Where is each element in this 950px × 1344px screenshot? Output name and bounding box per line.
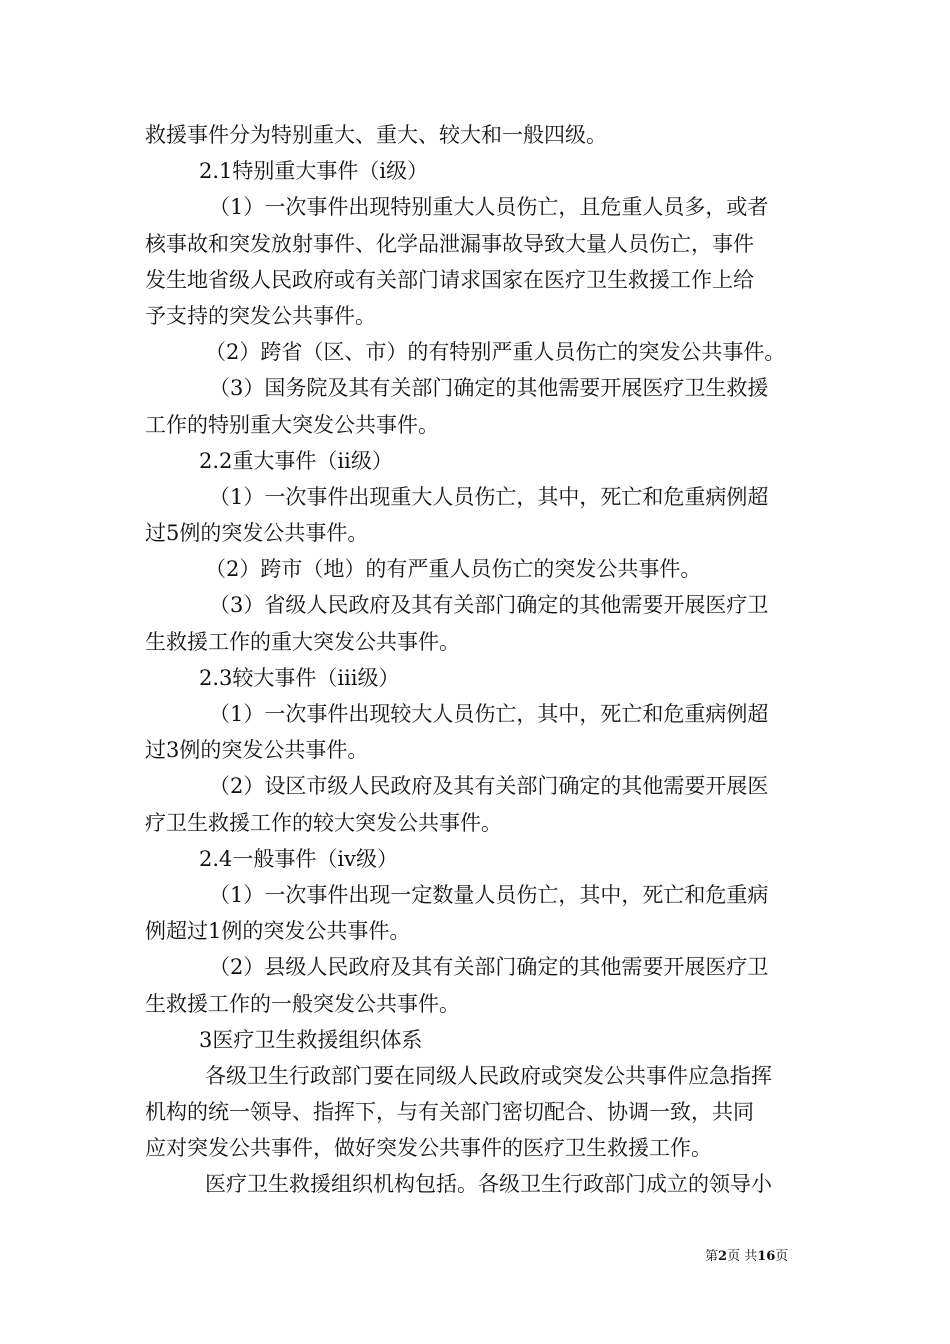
text-line: （1）一次事件出现重大人员伤亡，其中，死亡和危重病例超 xyxy=(209,484,769,509)
page-footer xyxy=(705,1245,788,1264)
text-line: 予支持的突发公共事件。 xyxy=(145,303,376,328)
text-line: （1）一次事件出现特别重大人员伤亡，且危重人员多，或者 xyxy=(209,195,769,220)
text-line: （2）县级人民政府及其有关部门确定的其他需要开展医疗卫 xyxy=(209,955,769,980)
text-line: 各级卫生行政部门要在同级人民政府或突发公共事件应急指挥 xyxy=(205,1063,772,1088)
footer-current-page: 2 xyxy=(718,1249,728,1264)
text-line: 生救援工作的重大突发公共事件。 xyxy=(145,629,460,654)
text-line: （1）一次事件出现一定数量人员伤亡，其中，死亡和危重病 xyxy=(209,882,769,907)
text-line: 机构的统一领导、指挥下，与有关部门密切配合、协调一致，共同 xyxy=(145,1100,754,1125)
text-line: （3）国务院及其有关部门确定的其他需要开展医疗卫生救援 xyxy=(209,376,769,401)
text-line: 工作的特别重大突发公共事件。 xyxy=(145,412,439,437)
text-line: 应对突发公共事件，做好突发公共事件的医疗卫生救援工作。 xyxy=(145,1136,712,1161)
footer-middle: 页 共 xyxy=(727,1249,758,1264)
text-line: 过5例的突发公共事件。 xyxy=(145,521,369,546)
text-line: 医疗卫生救援组织机构包括。各级卫生行政部门成立的领导小 xyxy=(205,1172,772,1197)
text-line: 核事故和突发放射事件、化学品泄漏事故导致大量人员伤亡，事件 xyxy=(145,231,754,256)
document-body xyxy=(145,117,807,1203)
footer-suffix: 页 xyxy=(775,1249,789,1264)
footer-prefix: 第 xyxy=(705,1249,719,1264)
text-line: 救援事件分为特别重大、重大、较大和一般四级。 xyxy=(145,123,607,147)
text-line: 3医疗卫生救援组织体系 xyxy=(199,1027,423,1052)
text-line: 发生地省级人民政府或有关部门请求国家在医疗卫生救援工作上给 xyxy=(145,267,754,292)
text-line: 2.4一般事件（ⅳ级） xyxy=(199,846,398,871)
text-line: （3）省级人民政府及其有关部门确定的其他需要开展医疗卫 xyxy=(209,593,769,618)
text-line: 2.2重大事件（ⅱ级） xyxy=(199,448,393,473)
text-line: 2.1特别重大事件（ⅰ级） xyxy=(199,159,429,184)
text-line: （2）设区市级人民政府及其有关部门确定的其他需要开展医 xyxy=(209,774,769,799)
text-line: （2）跨市（地）的有严重人员伤亡的突发公共事件。 xyxy=(205,557,702,582)
footer-total-pages: 16 xyxy=(757,1249,776,1264)
text-line: 例超过1例的突发公共事件。 xyxy=(145,919,411,944)
text-line: （2）跨省（区、市）的有特别严重人员伤亡的突发公共事件。 xyxy=(205,340,786,365)
text-line: 生救援工作的一般突发公共事件。 xyxy=(145,991,460,1016)
text-line: 过3例的突发公共事件。 xyxy=(145,738,369,763)
text-line: 疗卫生救援工作的较大突发公共事件。 xyxy=(145,810,502,835)
text-line: 2.3较大事件（ⅲ级） xyxy=(199,665,400,690)
text-line: （1）一次事件出现较大人员伤亡，其中，死亡和危重病例超 xyxy=(209,702,769,726)
